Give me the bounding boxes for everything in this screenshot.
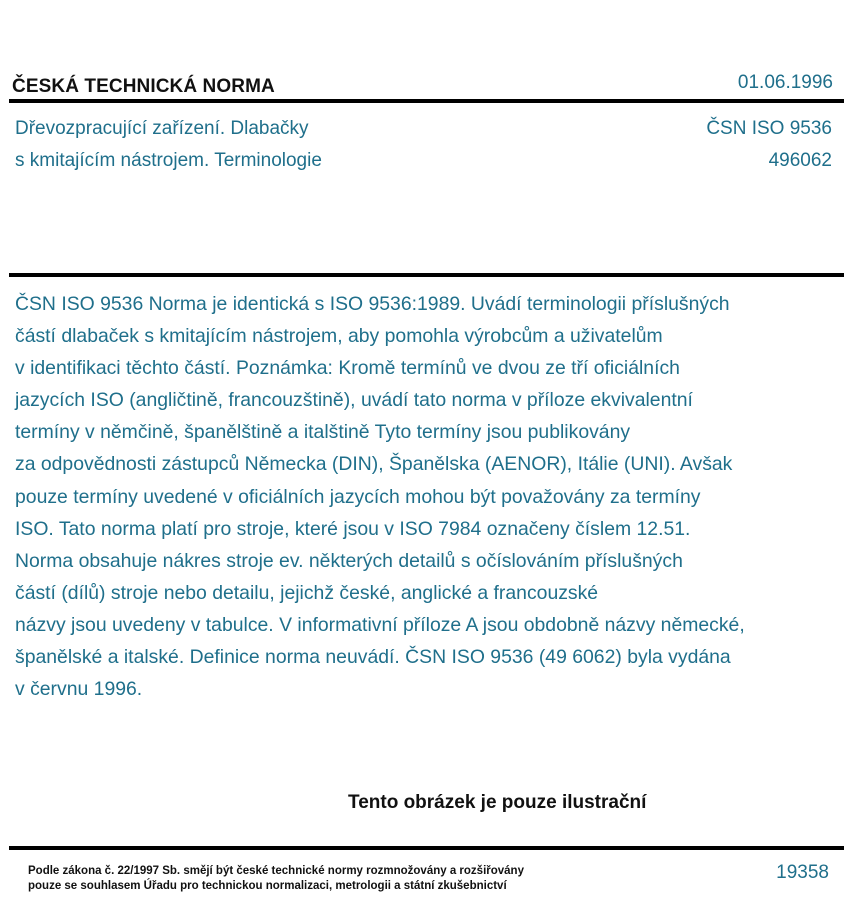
abstract-line: v identifikaci těchto částí. Poznámka: Kromě termínů ve dvou ze tří oficiálních <box>15 357 680 380</box>
abstract-line: Norma obsahuje nákres stroje ev. některých detailů s očíslováním příslušných <box>15 549 683 572</box>
standard-abstract <box>15 288 845 705</box>
abstract-line: částí (dílů) stroje nebo detailu, jejichž české, anglické a francouzské <box>15 581 599 604</box>
copyright-notice-line: Podle zákona č. 22/1997 Sb. smějí být české technické normy rozmnožovány a rozšiřovány <box>28 865 524 877</box>
issue-date: 01.06.1996 <box>737 72 833 93</box>
document-type-label: ČESKÁ TECHNICKÁ NORMA <box>12 76 275 97</box>
abstract-line: španělské a italské. Definice norma neuvádí. ČSN ISO 9536 (49 6062) byla vydána <box>15 646 731 669</box>
abstract-line: částí dlabaček s kmitajícím nástrojem, aby pomohla výrobcům a uživatelům <box>15 325 663 348</box>
abstract-line: pouze termíny uvedené v oficiálních jazycích mohou být považovány za termíny <box>15 485 701 508</box>
standard-title-line-1: Dřevozpracující zařízení. Dlabačky <box>15 118 309 139</box>
copyright-notice <box>28 864 524 894</box>
abstract-line: v červnu 1996. <box>15 678 143 701</box>
abstract-line: ISO. Tato norma platí pro stroje, které jsou v ISO 7984 označeny číslem 12.51. <box>15 517 691 540</box>
abstract-line: názvy jsou uvedeny v tabulce. V informativní příloze A jsou obdobně názvy německé, <box>15 613 745 636</box>
abstract-line: termíny v němčině, španělštině a italštině Tyto termíny jsou publikovány <box>15 421 631 444</box>
standard-designation: ČSN ISO 9536 <box>706 118 832 139</box>
section-divider <box>9 273 844 277</box>
abstract-line: za odpovědnosti zástupců Německa (DIN), Španělska (AENOR), Itálie (UNI). Avšak <box>15 453 733 476</box>
document-number: 19358 <box>776 862 829 883</box>
abstract-line: jazycích ISO (angličtině, francouzštině), uvádí tato norma v příloze ekvivalentní <box>15 389 693 412</box>
abstract-line: ČSN ISO 9536 Norma je identická s ISO 9536:1989. Uvádí terminologii příslušných <box>15 293 730 315</box>
illustration-disclaimer: Tento obrázek je pouze ilustrační <box>348 792 647 813</box>
standard-title-line-2: s kmitajícím nástrojem. Terminologie <box>15 150 322 171</box>
top-divider <box>9 99 844 103</box>
classification-code: 496062 <box>768 150 832 171</box>
footer-divider <box>9 846 844 850</box>
copyright-notice-line: pouze se souhlasem Úřadu pro technickou normalizaci, metrologii a státní zkušebnictví <box>28 880 507 892</box>
